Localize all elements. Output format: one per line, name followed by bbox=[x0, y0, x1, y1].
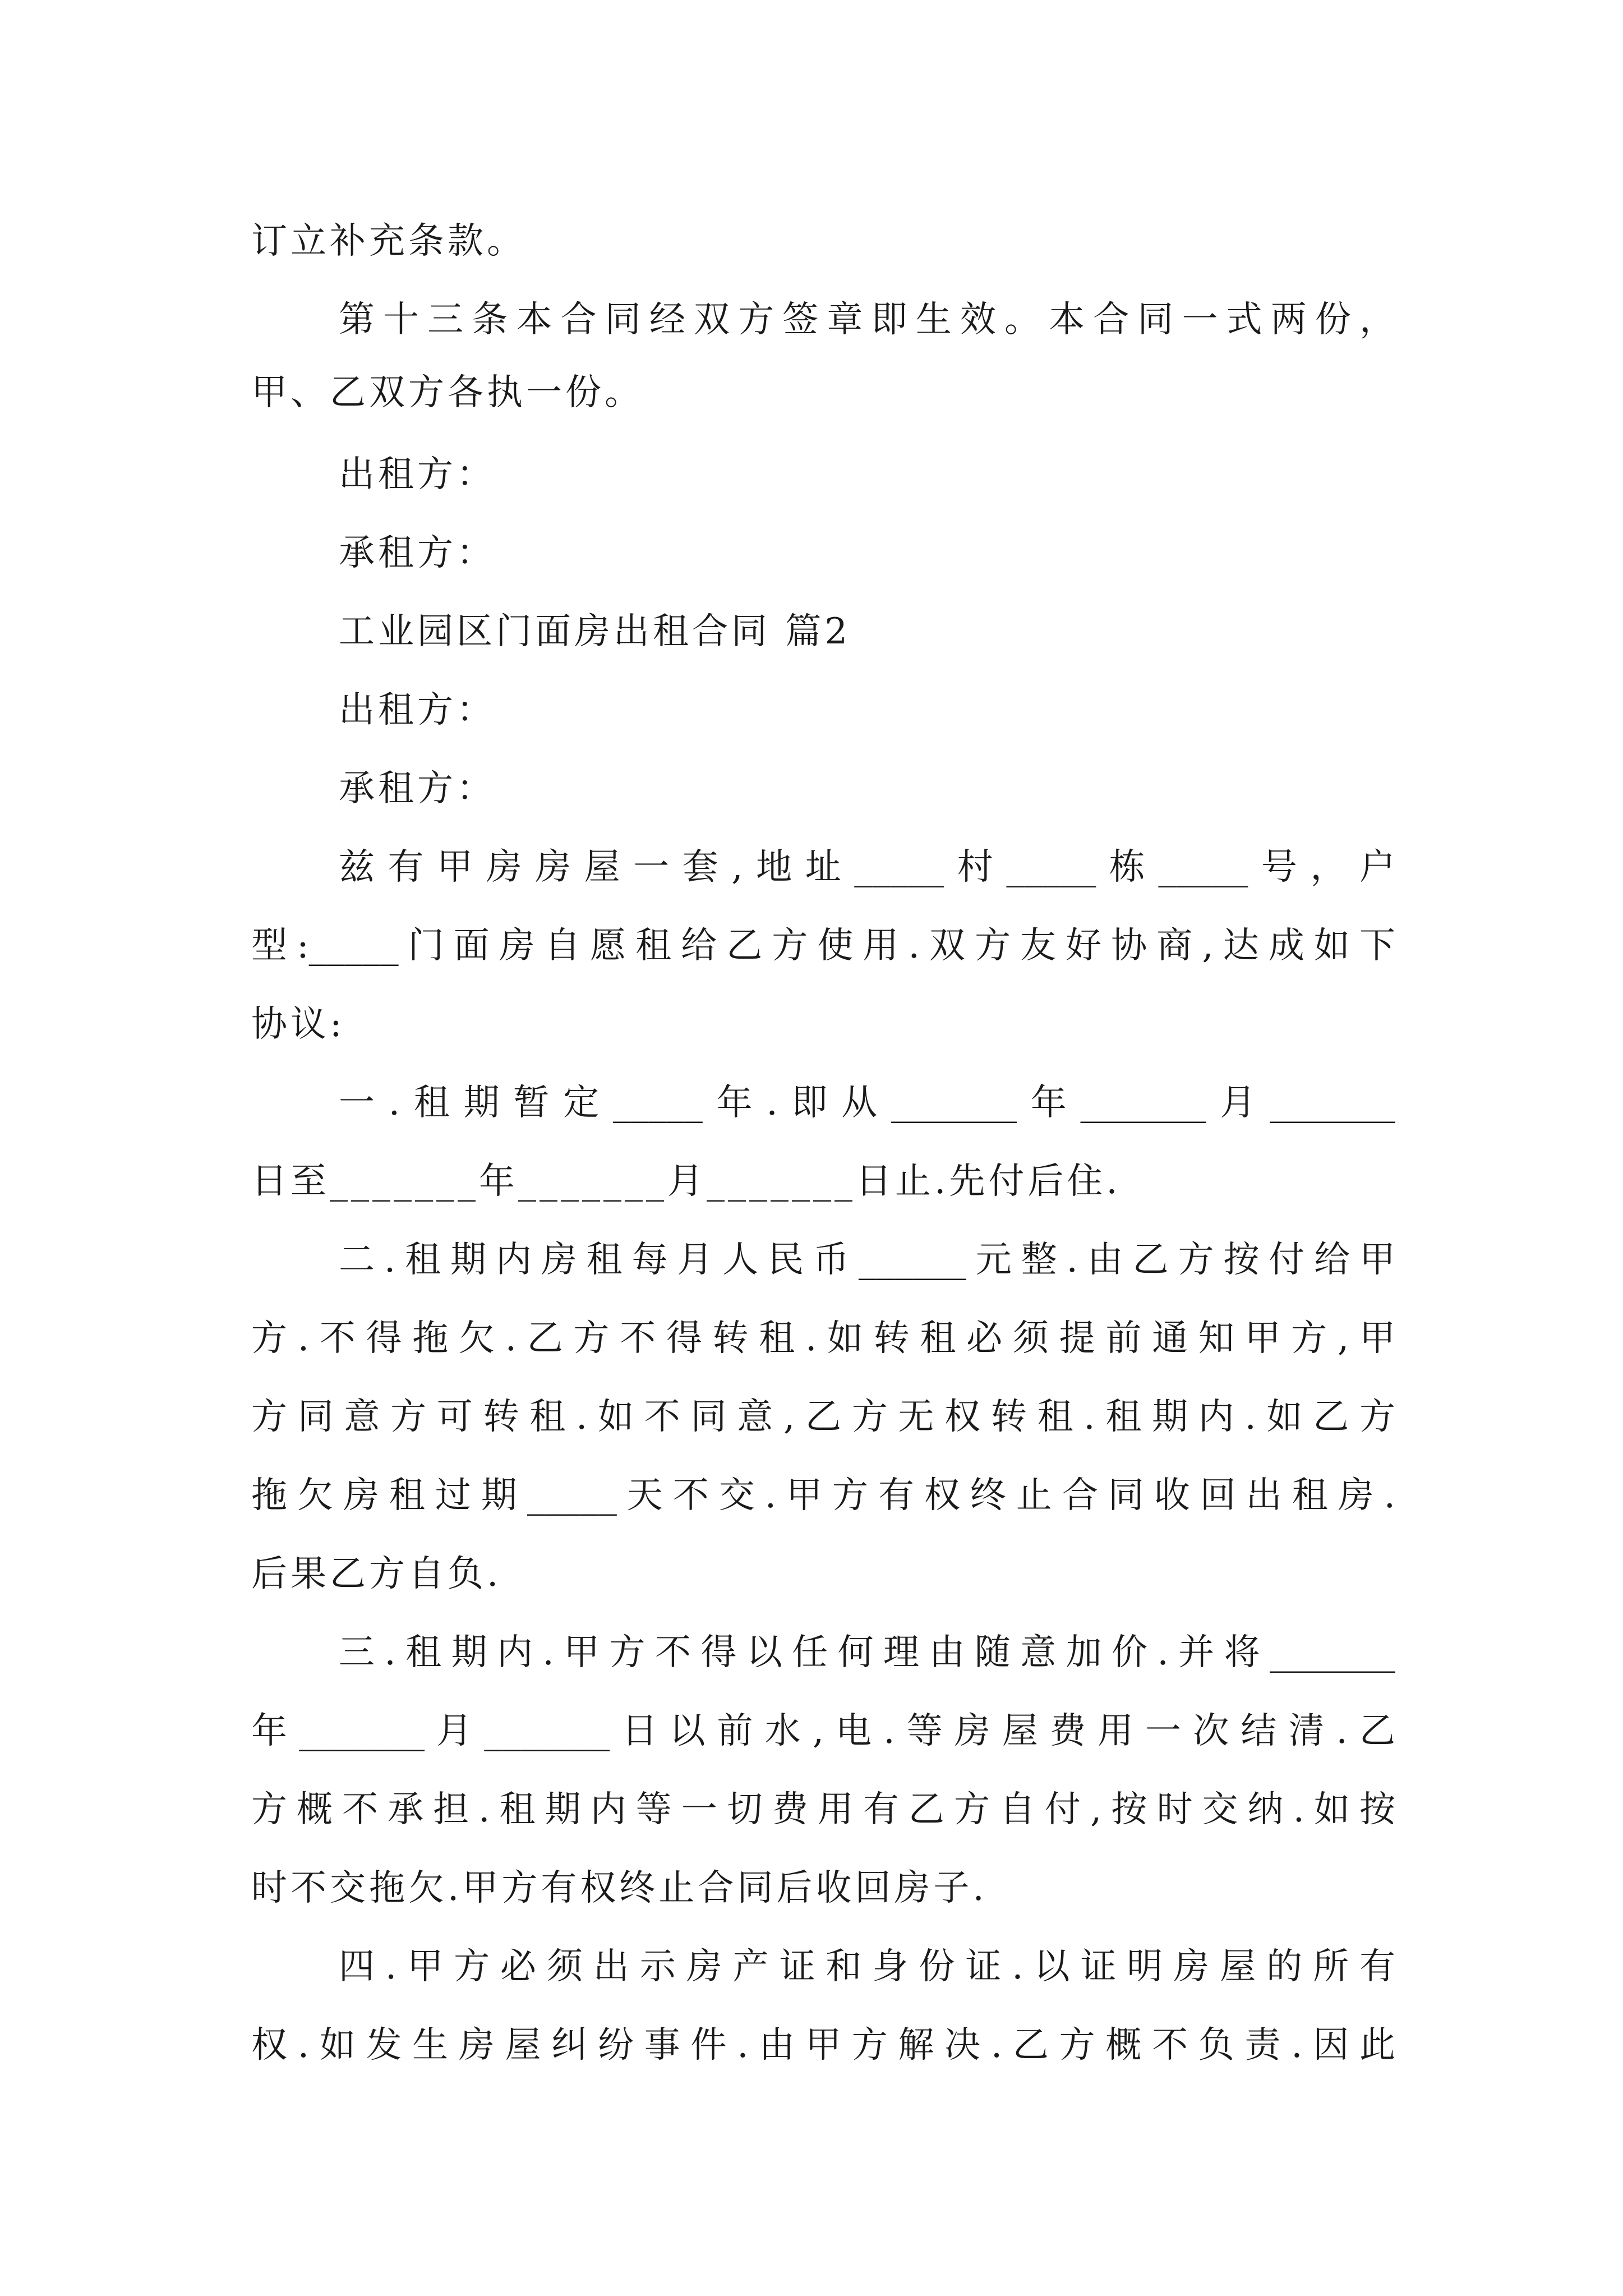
text-line: 后果乙方自负. bbox=[251, 1553, 502, 1595]
text-line: 年_______月_______日以前水,电.等房屋费用一次结清.乙 bbox=[251, 1710, 1395, 1752]
text-line: 一.租期暂定_____年.即从_______年_______月_______ bbox=[339, 1082, 1395, 1124]
text-line: 时不交拖欠.甲方有权终止合同后收回房子. bbox=[251, 1867, 988, 1909]
text-line: 订立补充条款。 bbox=[251, 220, 526, 262]
text-line: 出租方： bbox=[339, 689, 496, 731]
text-line: 方同意方可转租.如不同意,乙方无权转租.租期内.如乙方 bbox=[251, 1396, 1395, 1438]
text-line: 承租方： bbox=[339, 532, 496, 574]
text-line: 权.如发生房屋纠纷事件.由甲方解决.乙方概不负责.因此 bbox=[251, 2024, 1395, 2066]
text-line: 方.不得拖欠.乙方不得转租.如转租必须提前通知甲方,甲 bbox=[251, 1318, 1395, 1359]
text-line: 承租方： bbox=[339, 768, 496, 809]
text-line: 甲、乙双方各执一份。 bbox=[251, 372, 644, 413]
text-line: 三.租期内.甲方不得以任何理由随意加价.并将_______ bbox=[339, 1632, 1395, 1673]
text-line: 二.租期内房租每月人民币______元整.由乙方按付给甲 bbox=[339, 1239, 1395, 1281]
text-line: 日至_______年_______月_______日止.先付后住. bbox=[251, 1161, 1121, 1202]
text-line: 拖欠房租过期_____天不交.甲方有权终止合同收回出租房. bbox=[251, 1475, 1395, 1516]
text-line: 四.甲方必须出示房产证和身份证.以证明房屋的所有 bbox=[339, 1946, 1395, 1987]
text-line: 第十三条本合同经双方签章即生效。本合同一式两份， bbox=[339, 299, 1395, 341]
text-line: 出租方： bbox=[339, 454, 496, 495]
section-heading: 工业园区门面房出租合同 篇2 bbox=[339, 611, 851, 652]
text-line: 协议: bbox=[251, 1004, 345, 1045]
text-line: 方概不承担.租期内等一切费用有乙方自付,按时交纳.如按 bbox=[251, 1789, 1395, 1830]
text-line: 型:_____门面房自愿租给乙方使用.双方友好协商,达成如下 bbox=[251, 925, 1395, 967]
text-line: 兹有甲房房屋一套,地址_____村_____栋_____号，户 bbox=[339, 846, 1395, 888]
